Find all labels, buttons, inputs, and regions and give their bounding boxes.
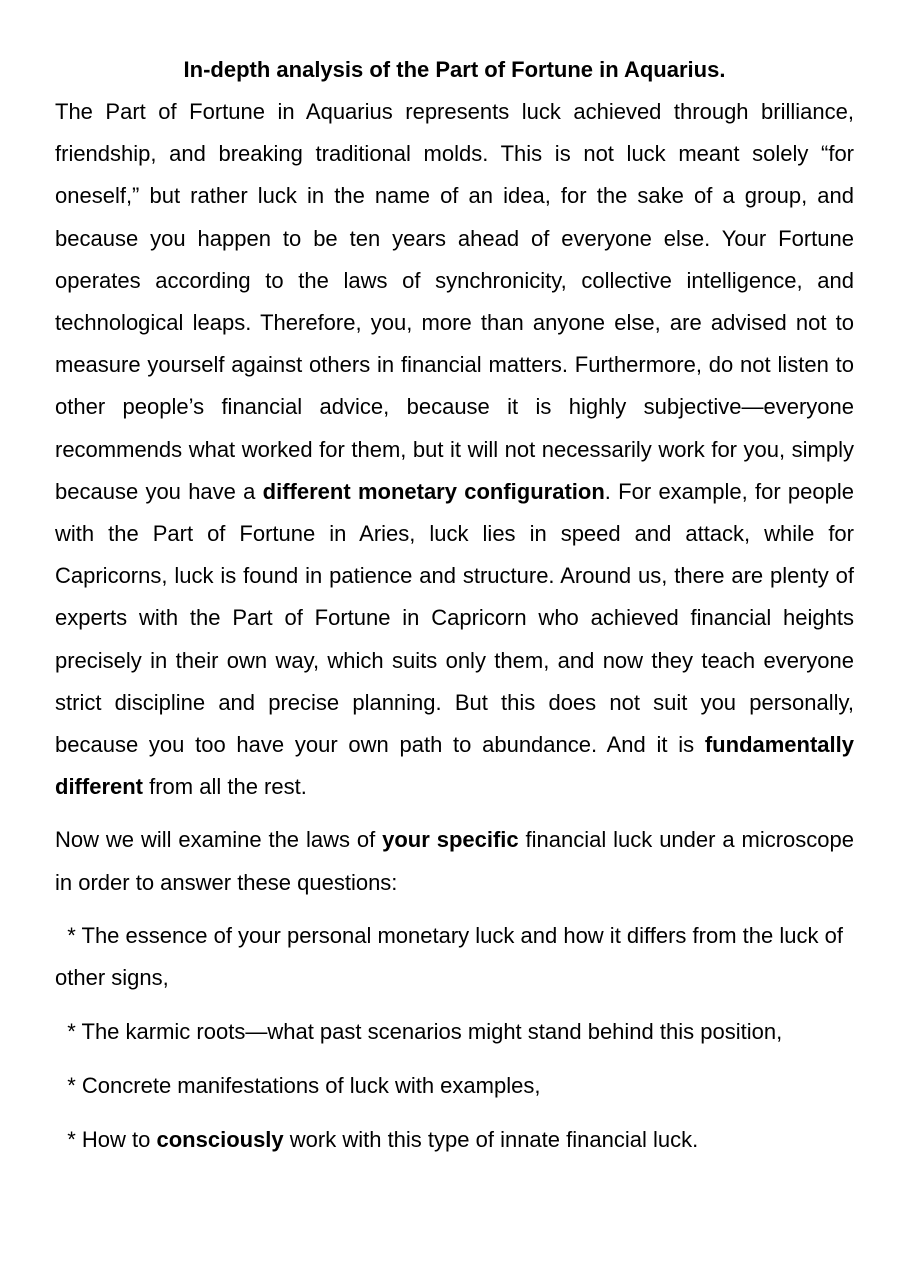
intro-text-part-2: . For example, for people with the Part of Fortune in Aries, luck lies in speed and attack, while for Capricorns, luck is found in patience and structure. Around us, there are plenty of experts with the Part of Fortune in Capricorn who achieved financial heights precisely in their own way, which suits only them, and now they teach everyone strict discipline and precise planning. But this does not suit you personally, because you too have your own path to abundance. And it is xyxy=(55,478,854,758)
intro-text-part-3: from all the rest. xyxy=(143,774,307,800)
list-item-consciously-text-2: work with this type of innate financial luck. xyxy=(283,1126,699,1152)
intro-text-part-1: The Part of Fortune in Aquarius represents luck achieved through brilliance, friendship, and breaking traditional molds. This is not luck meant solely “for oneself,” but rather luck in the name of an idea, for the sake of a group, and because you happen to be ten years ahead of everyone else. Your Fortune operates according to the laws of synchronicity, collective intelligence, and technological leaps. Therefore, you, more than anyone else, are advised not to measure yourself against others in financial matters. Furthermore, do not listen to other people’s financial advice, because it is highly subjective—everyone recommends what worked for them, but it will not necessarily work for you, simply because you have a xyxy=(55,99,854,504)
list-item-consciously-text-1: * How to xyxy=(55,1126,157,1152)
questions-paragraph xyxy=(55,819,854,903)
bold-fundamentally-different: fundamentally different xyxy=(55,732,854,800)
bold-your-specific: your specific xyxy=(382,827,519,853)
list-item-essence: * The essence of your personal monetary luck and how it differs from the luck of other signs, xyxy=(55,922,850,991)
questions-text-part-1: Now we will examine the laws of xyxy=(55,827,383,853)
bold-different-monetary-configuration: different monetary configuration xyxy=(262,478,605,504)
intro-paragraph xyxy=(55,91,854,808)
page-title: In-depth analysis of the Part of Fortune in Aquarius. xyxy=(183,57,726,82)
list-item-consciously xyxy=(55,1119,854,1161)
list-item-manifestations: * Concrete manifestations of luck with examples, xyxy=(55,1073,541,1099)
document-page xyxy=(55,0,854,1161)
bold-consciously: consciously xyxy=(156,1126,284,1152)
questions-text-part-2: financial luck under a microscope in order to answer these questions: xyxy=(55,827,854,895)
list-item-karmic-roots: * The karmic roots—what past scenarios might stand behind this position, xyxy=(55,1019,783,1045)
